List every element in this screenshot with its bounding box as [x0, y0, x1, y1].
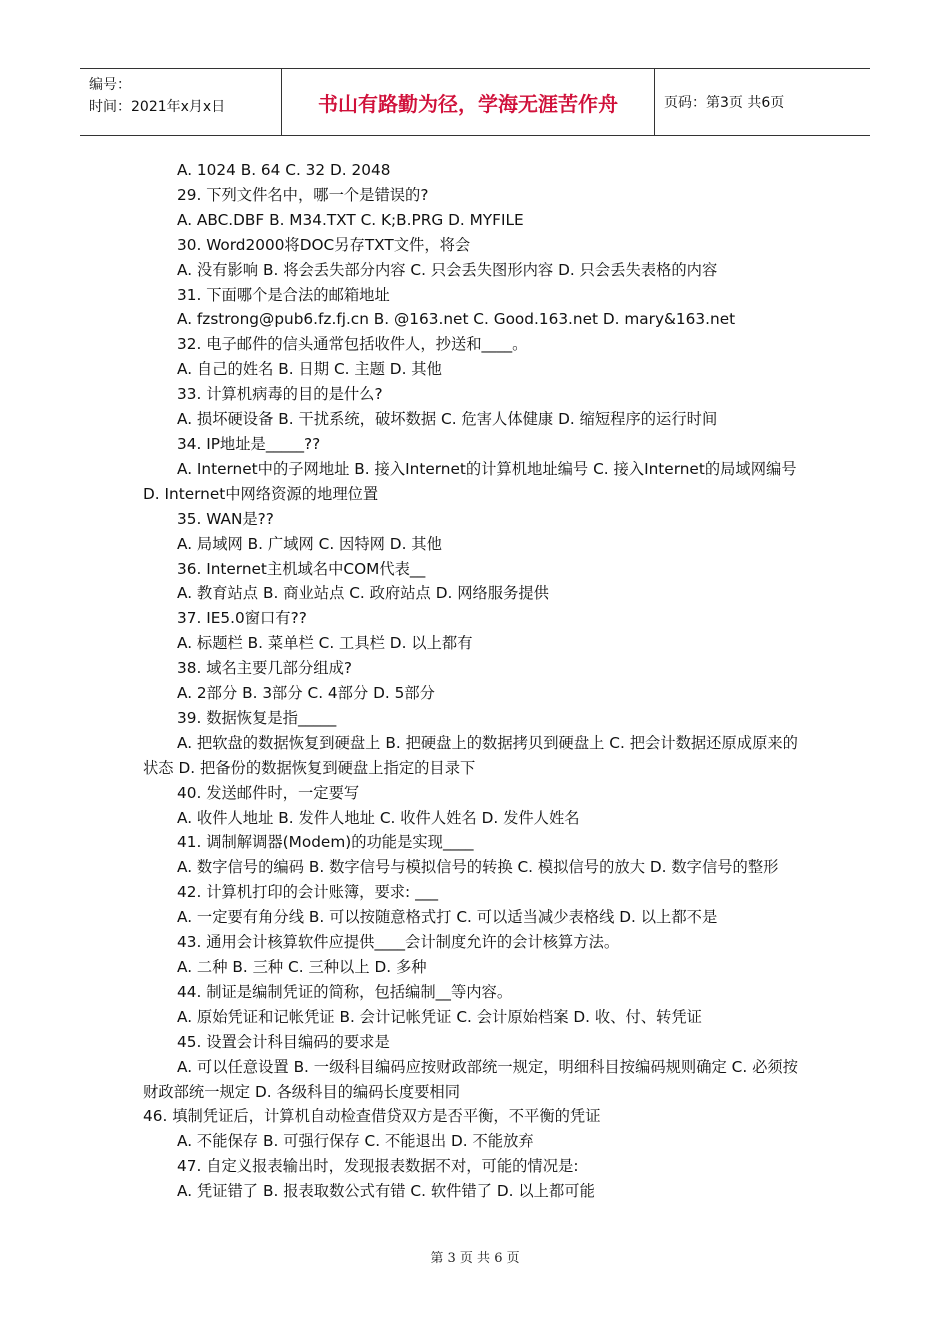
answer-line: A. 2部分 B. 3部分 C. 4部分 D. 5部分: [177, 684, 435, 703]
question-line: 44. 制证是编制凭证的简称，包括编制__等内容。: [177, 982, 513, 1001]
answer-line: A. 可以任意设置 B. 一级科目编码应按财政部统一规定，明细科目按编码规则确定 C. 必须按财政部统一规定 D. 各级科目的编码长度要相同: [143, 1057, 798, 1101]
answer-line: A. ABC.DBF B. M34.TXT C. K;B.PRG D. MYFILE: [177, 210, 524, 229]
page-header: [80, 68, 870, 136]
header-meta: [80, 69, 281, 135]
answer-line: A. 没有影响 B. 将会丢失部分内容 C. 只会丢失图形内容 D. 只会丢失表格的内容: [177, 260, 718, 279]
answer-line: A. 数字信号的编码 B. 数字信号与模拟信号的转换 C. 模拟信号的放大 D. 数字信号的整形: [177, 858, 779, 877]
question-line: 39. 数据恢复是指_____: [177, 708, 337, 727]
answer-line: A. 教育站点 B. 商业站点 C. 政府站点 D. 网络服务提供: [177, 584, 549, 603]
answer-line: A. Internet中的子网地址 B. 接入Internet的计算机地址编号 C. 接入Internet的局域网编号 D. Internet中网络资源的地理位置: [143, 459, 797, 503]
question-line: 40. 发送邮件时，一定要写: [177, 783, 360, 802]
question-line: 41. 调制解调器(Modem)的功能是实现____: [177, 833, 474, 852]
answer-line: A. 自己的姓名 B. 日期 C. 主题 D. 其他: [177, 360, 442, 379]
question-line: 29. 下列文件名中，哪一个是错误的?: [177, 185, 429, 204]
answer-line: A. 1024 B. 64 C. 32 D. 2048: [177, 161, 391, 179]
page-footer: 第 3 页 共 6 页: [430, 1251, 520, 1266]
question-line: 32. 电子邮件的信头通常包括收件人，抄送和____。: [177, 335, 528, 354]
question-list: [143, 158, 813, 1204]
question-line: 34. IP地址是_____??: [177, 434, 321, 453]
answer-line: A. fzstrong@pub6.fz.fj.cn B. @163.net C. Good.163.net D. mary&163.net: [177, 310, 736, 329]
date-label: 时间：2021年x月x日: [89, 99, 226, 115]
question-line: 36. Internet主机域名中COM代表__: [177, 559, 426, 578]
question-line: 46. 填制凭证后，计算机自动检查借贷双方是否平衡，不平衡的凭证: [143, 1107, 601, 1126]
answer-line: A. 把软盘的数据恢复到硬盘上 B. 把硬盘上的数据拷贝到硬盘上 C. 把会计数据还原成原来的状态 D. 把备份的数据恢复到硬盘上指定的目录下: [143, 733, 798, 777]
question-line: 45. 设置会计科目编码的要求是: [177, 1032, 390, 1051]
question-line: 33. 计算机病毒的目的是什么?: [177, 385, 383, 404]
answer-line: A. 不能保存 B. 可强行保存 C. 不能退出 D. 不能放弃: [177, 1132, 534, 1151]
number-label: 编号：: [89, 77, 131, 93]
question-line: 47. 自定义报表输出时，发现报表数据不对，可能的情况是:: [177, 1157, 579, 1176]
question-line: 42. 计算机打印的会计账簿，要求: ___: [177, 883, 439, 902]
answer-line: A. 一定要有角分线 B. 可以按随意格式打 C. 可以适当减少表格线 D. 以上都不是: [177, 908, 718, 927]
question-line: 37. IE5.0窗口有??: [177, 609, 307, 628]
header-page-info: 页码：第3页 共6页: [664, 95, 785, 111]
question-line: 43. 通用会计核算软件应提供____会计制度允许的会计核算方法。: [177, 933, 620, 952]
answer-line: A. 收件人地址 B. 发件人地址 C. 收件人姓名 D. 发件人姓名: [177, 808, 580, 827]
answer-line: A. 损坏硬设备 B. 干扰系统，破坏数据 C. 危害人体健康 D. 缩短程序的运行时间: [177, 410, 718, 429]
header-motto: 书山有路勤为径，学海无涯苦作舟: [281, 69, 655, 135]
answer-line: A. 局域网 B. 广域网 C. 因特网 D. 其他: [177, 534, 442, 553]
answer-line: A. 原始凭证和记帐凭证 B. 会计记帐凭证 C. 会计原始档案 D. 收、付、转凭证: [177, 1007, 702, 1026]
answer-line: A. 二种 B. 三种 C. 三种以上 D. 多种: [177, 958, 427, 976]
answer-line: A. 凭证错了 B. 报表取数公式有错 C. 软件错了 D. 以上都可能: [177, 1182, 595, 1201]
question-line: 35. WAN是??: [177, 509, 274, 528]
question-line: 31. 下面哪个是合法的邮箱地址: [177, 285, 390, 304]
question-line: 38. 域名主要几部分组成?: [177, 659, 352, 678]
question-line: 30. Word2000将DOC另存TXT文件，将会: [177, 235, 471, 254]
answer-line: A. 标题栏 B. 菜单栏 C. 工具栏 D. 以上都有: [177, 634, 473, 653]
